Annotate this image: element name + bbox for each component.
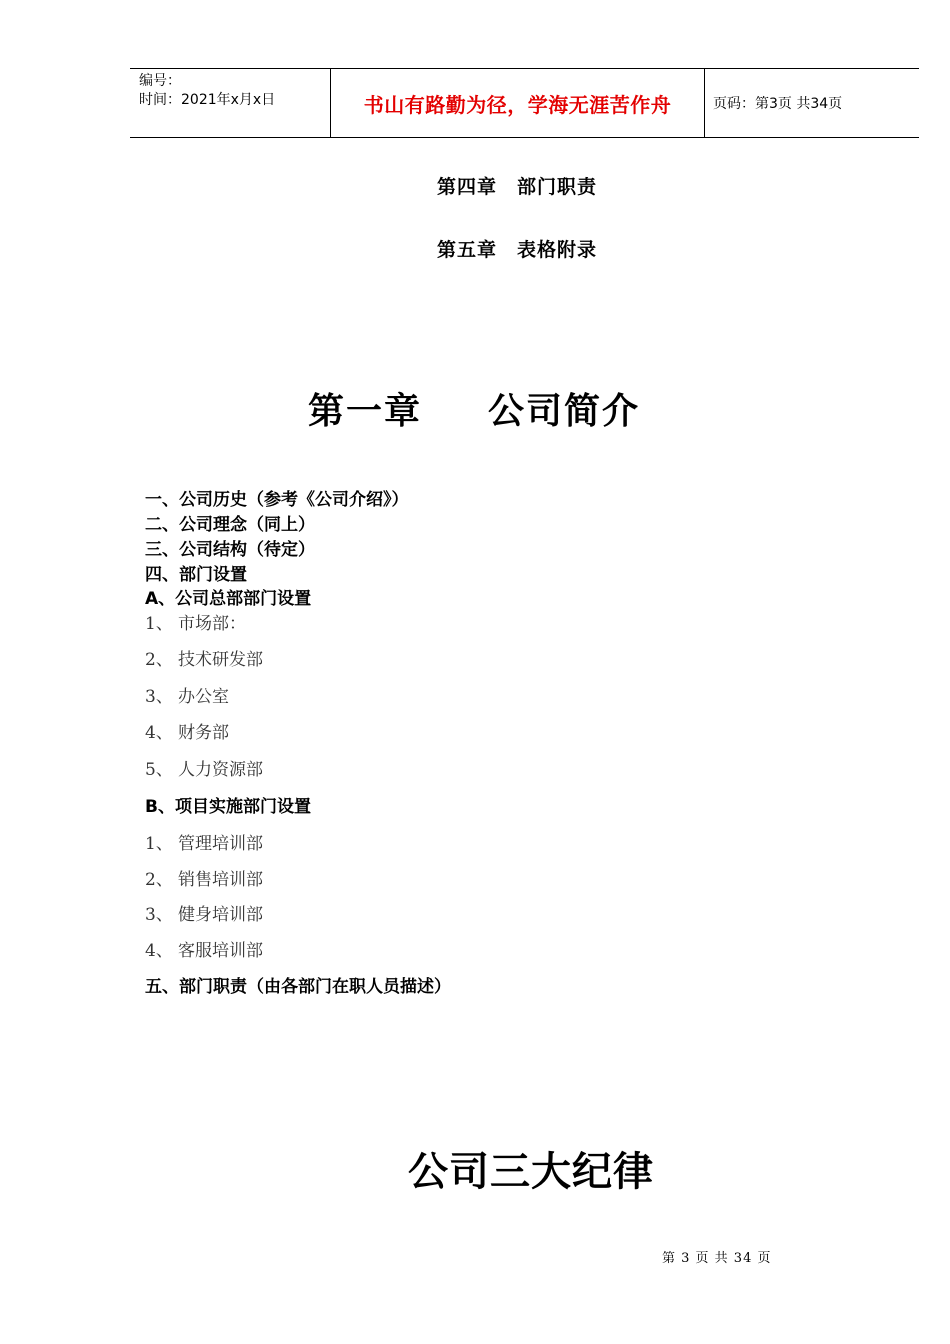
section-responsibilities: 五、部门职责（由各部门在职人员描述）	[145, 977, 451, 997]
list-item	[145, 718, 229, 743]
list-item-index: 1、	[145, 834, 173, 854]
list-item-text: 市场部：	[178, 614, 246, 634]
section-philosophy: 二、公司理念（同上）	[145, 515, 315, 535]
list-item-index: 2、	[145, 650, 173, 670]
list-item	[145, 829, 263, 854]
chapter-heading	[308, 383, 640, 434]
list-item-index: 4、	[145, 941, 173, 961]
section-departments: 四、部门设置	[145, 565, 247, 585]
header-time-label: 时间：2021年x月x日	[139, 92, 276, 108]
list-item-index: 2、	[145, 870, 173, 890]
list-item-text: 管理培训部	[178, 834, 263, 854]
discipline-heading: 公司三大纪律	[408, 1148, 654, 1195]
toc-line-chapter-5	[437, 235, 597, 262]
toc-chapter-title: 部门职责	[517, 176, 598, 198]
toc-chapter-number: 第四章	[437, 176, 498, 198]
header-motto: 书山有路勤为径，学海无涯苦作舟	[331, 69, 705, 137]
page-header	[130, 68, 919, 138]
list-item-index: 3、	[145, 687, 173, 707]
list-item-text: 销售培训部	[178, 870, 263, 890]
list-item-text: 财务部	[178, 723, 229, 743]
header-meta	[130, 69, 331, 137]
list-item-text: 客服培训部	[178, 941, 263, 961]
chapter-number: 第一章	[308, 390, 423, 432]
list-item	[145, 900, 263, 925]
page-footer: 第 3 页 共 34 页	[662, 1251, 772, 1266]
list-item	[145, 755, 263, 780]
list-item-text: 技术研发部	[178, 650, 263, 670]
list-item-text: 健身培训部	[178, 905, 263, 925]
section-structure: 三、公司结构（待定）	[145, 540, 315, 560]
toc-line-chapter-4	[437, 172, 597, 199]
subsection-project-departments: B、项目实施部门设置	[145, 797, 311, 817]
list-item-text: 人力资源部	[178, 760, 263, 780]
subsection-headquarters: A、公司总部部门设置	[145, 589, 312, 609]
header-page-info: 页码：第3页 共34页	[713, 96, 843, 112]
list-item-index: 1、	[145, 614, 173, 634]
list-item-index: 5、	[145, 760, 173, 780]
list-item-text: 办公室	[178, 687, 229, 707]
list-item	[145, 609, 246, 634]
toc-chapter-number: 第五章	[437, 239, 498, 261]
header-code-label: 编号：	[139, 73, 181, 89]
list-item	[145, 645, 263, 670]
toc-chapter-title: 表格附录	[517, 239, 598, 261]
list-item-index: 4、	[145, 723, 173, 743]
chapter-title: 公司简介	[488, 390, 641, 432]
section-history: 一、公司历史（参考《公司介绍》）	[145, 490, 409, 510]
list-item	[145, 936, 263, 961]
list-item-index: 3、	[145, 905, 173, 925]
list-item	[145, 682, 229, 707]
list-item	[145, 865, 263, 890]
